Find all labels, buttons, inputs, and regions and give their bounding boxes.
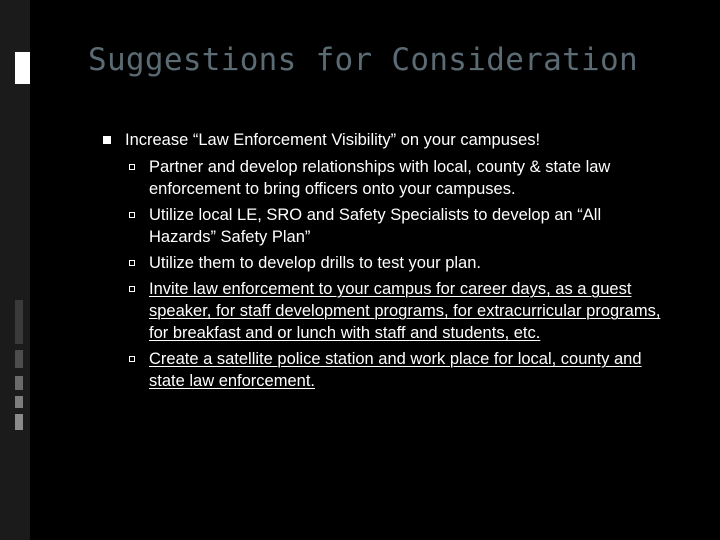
sub-bullet-text: Utilize them to develop drills to test your plan. [149, 254, 481, 272]
sub-bullet [125, 348, 663, 392]
sub-bullet [125, 156, 663, 200]
decor-bar [15, 350, 23, 368]
hollow-square-bullet-icon [129, 356, 135, 362]
square-bullet-icon [103, 136, 111, 144]
decor-bar [15, 396, 23, 408]
sub-bullet-text: Create a satellite police station and work place for local, county and state law enforcement. [149, 350, 642, 390]
sub-bullet-text: Partner and develop relationships with local, county & state law enforcement to bring officers onto your campuses. [149, 158, 611, 198]
title-accent-block [15, 52, 30, 84]
hollow-square-bullet-icon [129, 164, 135, 170]
decor-bar [15, 376, 23, 390]
main-bullet-text: Increase “Law Enforcement Visibility” on your campuses! [125, 131, 541, 149]
sub-bullet [125, 252, 663, 274]
sub-bullet-text: Invite law enforcement to your campus for career days, as a guest speaker, for staff development programs, for extracurricular programs, for breakfast and or lunch with staff and students, etc. [149, 280, 661, 342]
hollow-square-bullet-icon [129, 212, 135, 218]
main-bullet [103, 128, 663, 152]
hollow-square-bullet-icon [129, 260, 135, 266]
sub-bullet-text: Utilize local LE, SRO and Safety Specialists to develop an “All Hazards” Safety Plan” [149, 206, 602, 246]
sub-bullet-list [125, 156, 663, 392]
sub-bullet [125, 204, 663, 248]
decor-bar [15, 414, 23, 430]
slide-body [103, 128, 663, 392]
hollow-square-bullet-icon [129, 286, 135, 292]
slide-title: Suggestions for Consideration [88, 42, 638, 78]
decor-bar [15, 300, 23, 344]
sub-bullet [125, 278, 663, 344]
